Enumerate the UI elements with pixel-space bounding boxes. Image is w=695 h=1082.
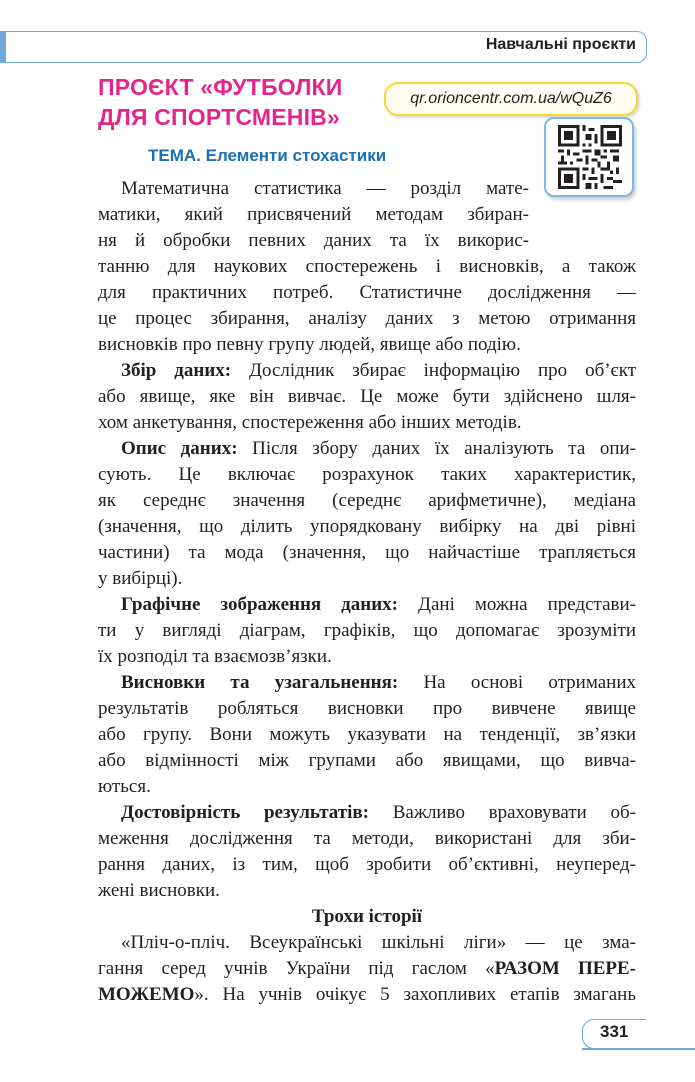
text-line: Математична статистика — розділ мате- xyxy=(121,178,529,199)
page-number: 331 xyxy=(600,1022,629,1041)
text-line: ня й обробки певних даних та їх викорис- xyxy=(98,230,529,251)
text-line: ти у вигляді діаграм, графіків, що допомагає зрозуміти xyxy=(98,620,636,641)
term-label: Графічне зображення даних: xyxy=(121,594,399,615)
header-bar-accent xyxy=(0,32,6,62)
text-line: для практичних потреб. Статистичне дослідження — xyxy=(98,282,636,303)
page-number-rule xyxy=(582,1048,695,1050)
text-line: рання даних, із тим, щоб зробити об’єктивні, неуперед- xyxy=(98,854,636,875)
text-line: або групу. Вони можуть указувати на тенденції, зв’язки xyxy=(98,724,636,745)
qr-code-icon xyxy=(558,125,622,189)
text-line: жені висновки. xyxy=(98,880,220,901)
text-line: їх розподіл та взаємозв’язки. xyxy=(98,646,332,667)
text-line-with-term xyxy=(121,436,636,462)
term-label: Опис даних: xyxy=(121,438,238,459)
term-label: Збір даних: xyxy=(121,360,232,381)
text-line: або явище, яке він вивчає. Це може бути здійснено шля- xyxy=(98,386,636,407)
qr-code-box[interactable] xyxy=(544,117,634,197)
history-heading: Трохи історії xyxy=(311,906,423,927)
term-label: Висновки та узагальнення: xyxy=(121,672,399,693)
header-bar xyxy=(0,31,647,63)
text-line-with-term xyxy=(121,800,636,826)
text-line: результатів робляться висновки про вивчене явище xyxy=(98,698,636,719)
text-line-with-term xyxy=(121,358,636,384)
text-line: у вибірці). xyxy=(98,568,183,589)
text-line: ються. xyxy=(98,776,151,797)
text-line: або відмінності між групами або явищами, що вивча- xyxy=(98,750,636,771)
text-line: сують. Це включає розрахунок таких характеристик, xyxy=(98,464,636,485)
text-line-with-term xyxy=(98,956,636,982)
text-segment: гання серед учнів України під гаслом « xyxy=(98,958,495,979)
text-line: «Пліч-о-пліч. Всеукраїнські шкільні ліги» — це зма- xyxy=(121,932,636,953)
term-label: Достовірність результатів: xyxy=(121,802,369,823)
term-text: Дані можна представи- xyxy=(398,594,636,615)
text-line: висновків про певну групу людей, явище або подію. xyxy=(98,334,521,355)
term-text: Після збору даних їх аналізують та опи- xyxy=(237,438,636,459)
project-title-line-2: ДЛЯ СПОРТСМЕНІВ» xyxy=(98,104,340,130)
text-line: хом анкетування, спостереження або інших методів. xyxy=(98,412,522,433)
slogan-part-2: МОЖЕМО xyxy=(98,984,195,1005)
text-line: матики, який присвячений методам збиран- xyxy=(98,204,529,225)
text-line: частини) та мода (значення, що найчастіше трапляється xyxy=(98,542,636,563)
text-line: це процес збирання, аналізу даних з метою отримання xyxy=(98,308,636,329)
term-text: Важливо враховувати об- xyxy=(369,802,636,823)
project-title-line-1: ПРОЄКТ «ФУТБОЛКИ xyxy=(98,74,343,100)
text-line-with-term xyxy=(121,670,636,696)
text-line-with-term xyxy=(98,982,636,1008)
text-line-with-term xyxy=(121,592,636,618)
text-line: меження дослідження та методи, використані для зби- xyxy=(98,828,636,849)
section-title: Навчальні проєкти xyxy=(485,36,636,53)
project-title xyxy=(98,72,368,132)
slogan-part-1: РАЗОМ ПЕРЕ- xyxy=(494,958,636,979)
text-line: (значення, що ділить упорядковану вибірку на дві рівні xyxy=(98,516,636,537)
text-line: як середнє значення (середнє арифметичне), медіана xyxy=(98,490,636,511)
text-segment: ». На учнів очікує 5 захопливих етапів змагань xyxy=(194,984,636,1005)
qr-link[interactable]: qr.orioncentr.com.ua/wQuZ6 xyxy=(384,82,638,116)
term-text: Дослідник збирає інформацію про об’єкт xyxy=(231,360,636,381)
topic-heading: ТЕМА. Елементи стохастики xyxy=(148,146,387,165)
text-line: танню для наукових спостережень і висновків, а також xyxy=(98,256,636,277)
term-text: На основі отриманих xyxy=(398,672,636,693)
